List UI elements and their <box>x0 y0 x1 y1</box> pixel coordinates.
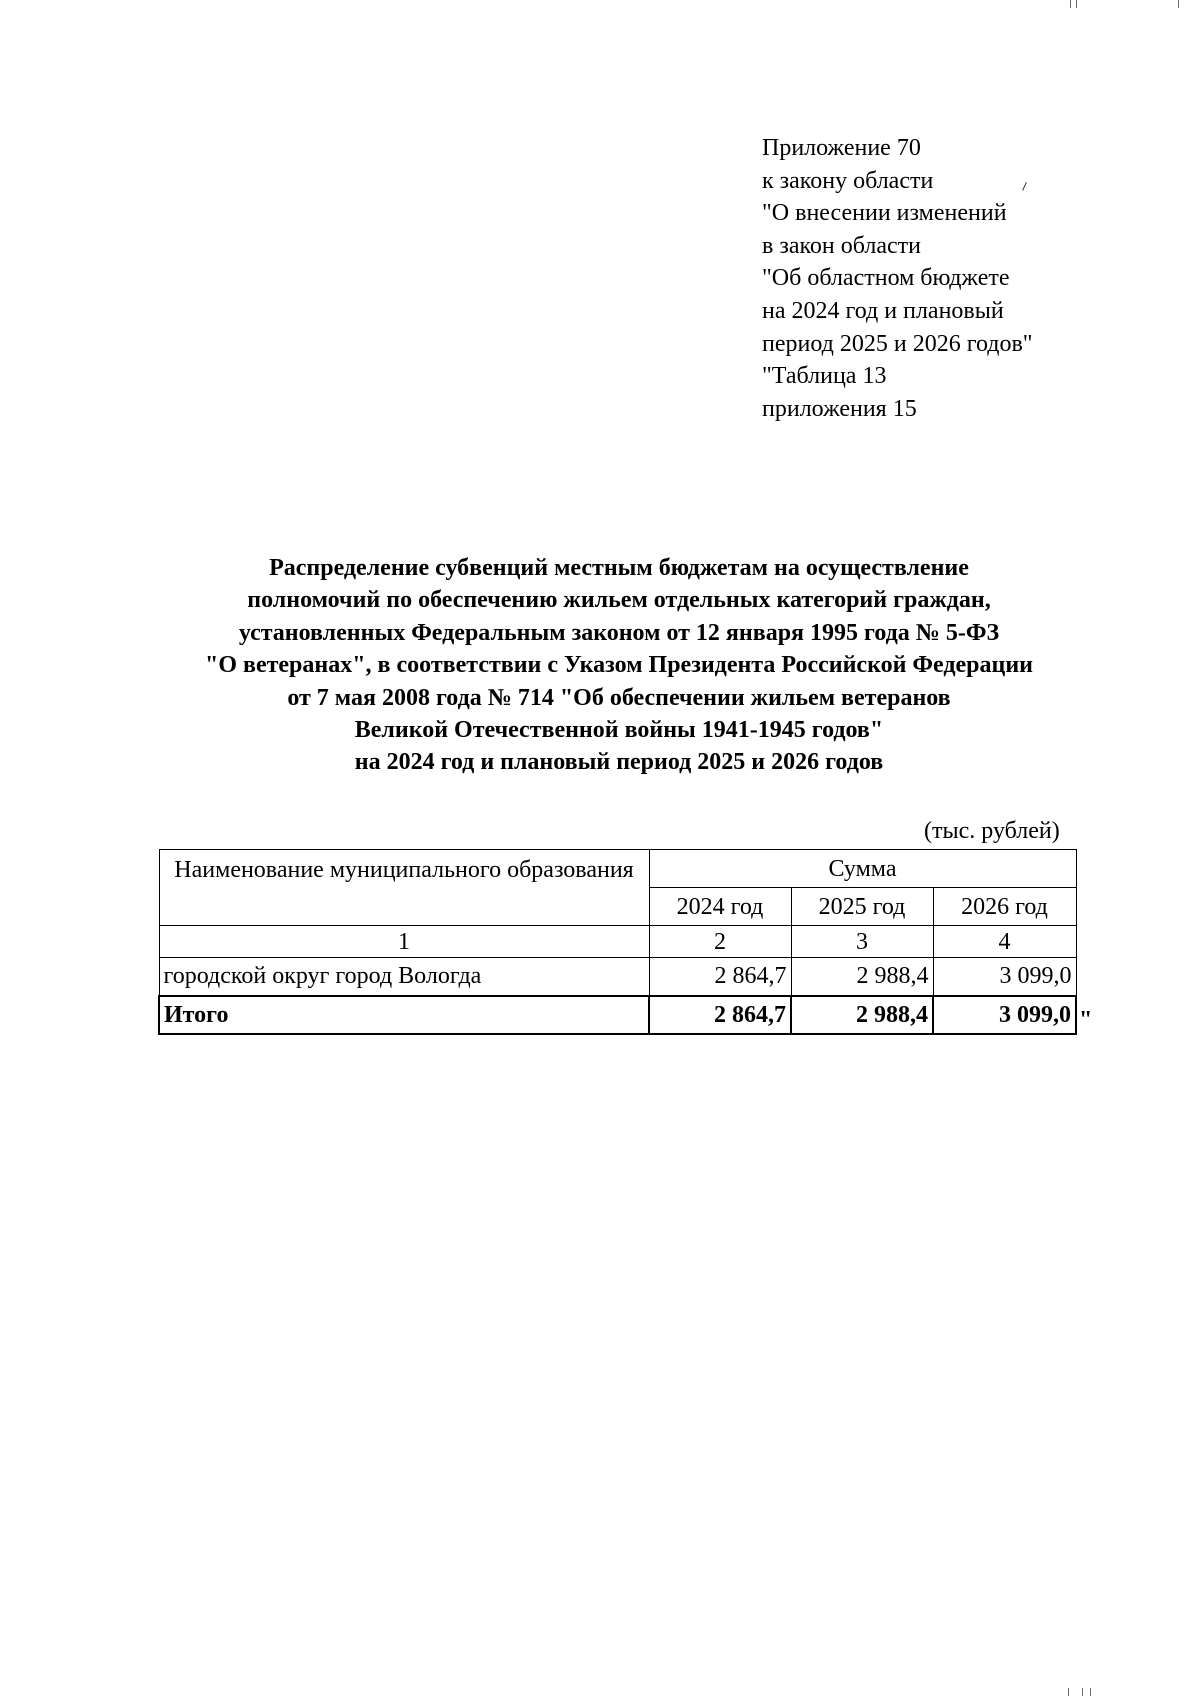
year-header: 2026 год <box>933 888 1076 926</box>
value-cell: 2 988,4 <box>791 958 933 996</box>
closing-quote: " <box>1079 1007 1093 1033</box>
appendix-line: приложения 15 <box>762 395 917 422</box>
appendix-line: на 2024 год и плановый <box>762 297 1004 324</box>
name-column-header: Наименование муниципального образования <box>159 850 649 926</box>
total-value: 2 864,7 <box>649 996 791 1034</box>
scan-edge-mark <box>1090 1688 1091 1696</box>
title-line: на 2024 год и плановый период 2025 и 2026 годов <box>354 749 884 776</box>
column-number: 4 <box>933 926 1076 958</box>
appendix-line: период 2025 и 2026 годов" <box>762 330 1033 357</box>
total-value: 3 099,0 <box>933 996 1076 1034</box>
table-row <box>159 958 1076 996</box>
sum-header: Сумма <box>649 850 1076 888</box>
municipality-name: городской округ город Вологда <box>159 958 649 996</box>
column-number: 2 <box>649 926 791 958</box>
title-line: Великой Отечественной войны 1941-1945 годов" <box>354 717 884 744</box>
year-header: 2025 год <box>791 888 933 926</box>
scan-edge-mark <box>1070 0 1071 8</box>
appendix-line: к закону области <box>762 167 934 194</box>
year-header: 2024 год <box>649 888 791 926</box>
scan-edge-mark <box>1076 0 1077 8</box>
units-label: (тыс. рублей) <box>924 818 1060 844</box>
appendix-line: Приложение 70 <box>762 135 921 161</box>
appendix-line: "Об областном бюджете <box>762 265 1010 292</box>
appendix-line: в закон области <box>762 232 921 259</box>
appendix-line: "О внесении изменений <box>762 200 1007 227</box>
appendix-block <box>762 132 1033 425</box>
title-line: Распределение субвенций местным бюджетам на осуществление <box>269 555 969 581</box>
title-line: от 7 мая 2008 года № 714 "Об обеспечении жильем ветеранов <box>287 684 951 711</box>
value-cell: 2 864,7 <box>649 958 791 996</box>
scan-edge-mark <box>1178 0 1179 8</box>
total-row <box>159 996 1076 1034</box>
appendix-line: "Таблица 13 <box>762 363 887 390</box>
scan-edge-mark <box>1082 1688 1083 1696</box>
column-number: 1 <box>159 926 649 958</box>
subvention-table <box>158 849 1077 1035</box>
value-cell: 3 099,0 <box>933 958 1076 996</box>
total-value: 2 988,4 <box>791 996 933 1034</box>
total-label: Итого <box>159 996 649 1034</box>
document-title <box>140 552 1098 779</box>
title-line: полномочий по обеспечению жильем отдельных категорий граждан, <box>247 587 991 614</box>
column-number: 3 <box>791 926 933 958</box>
scan-edge-mark <box>1068 1688 1069 1696</box>
title-line: "О ветеранах", в соответствии с Указом Президента Российской Федерации <box>205 652 1033 679</box>
title-line: установленных Федеральным законом от 12 января 1995 года № 5-ФЗ <box>238 619 1000 646</box>
